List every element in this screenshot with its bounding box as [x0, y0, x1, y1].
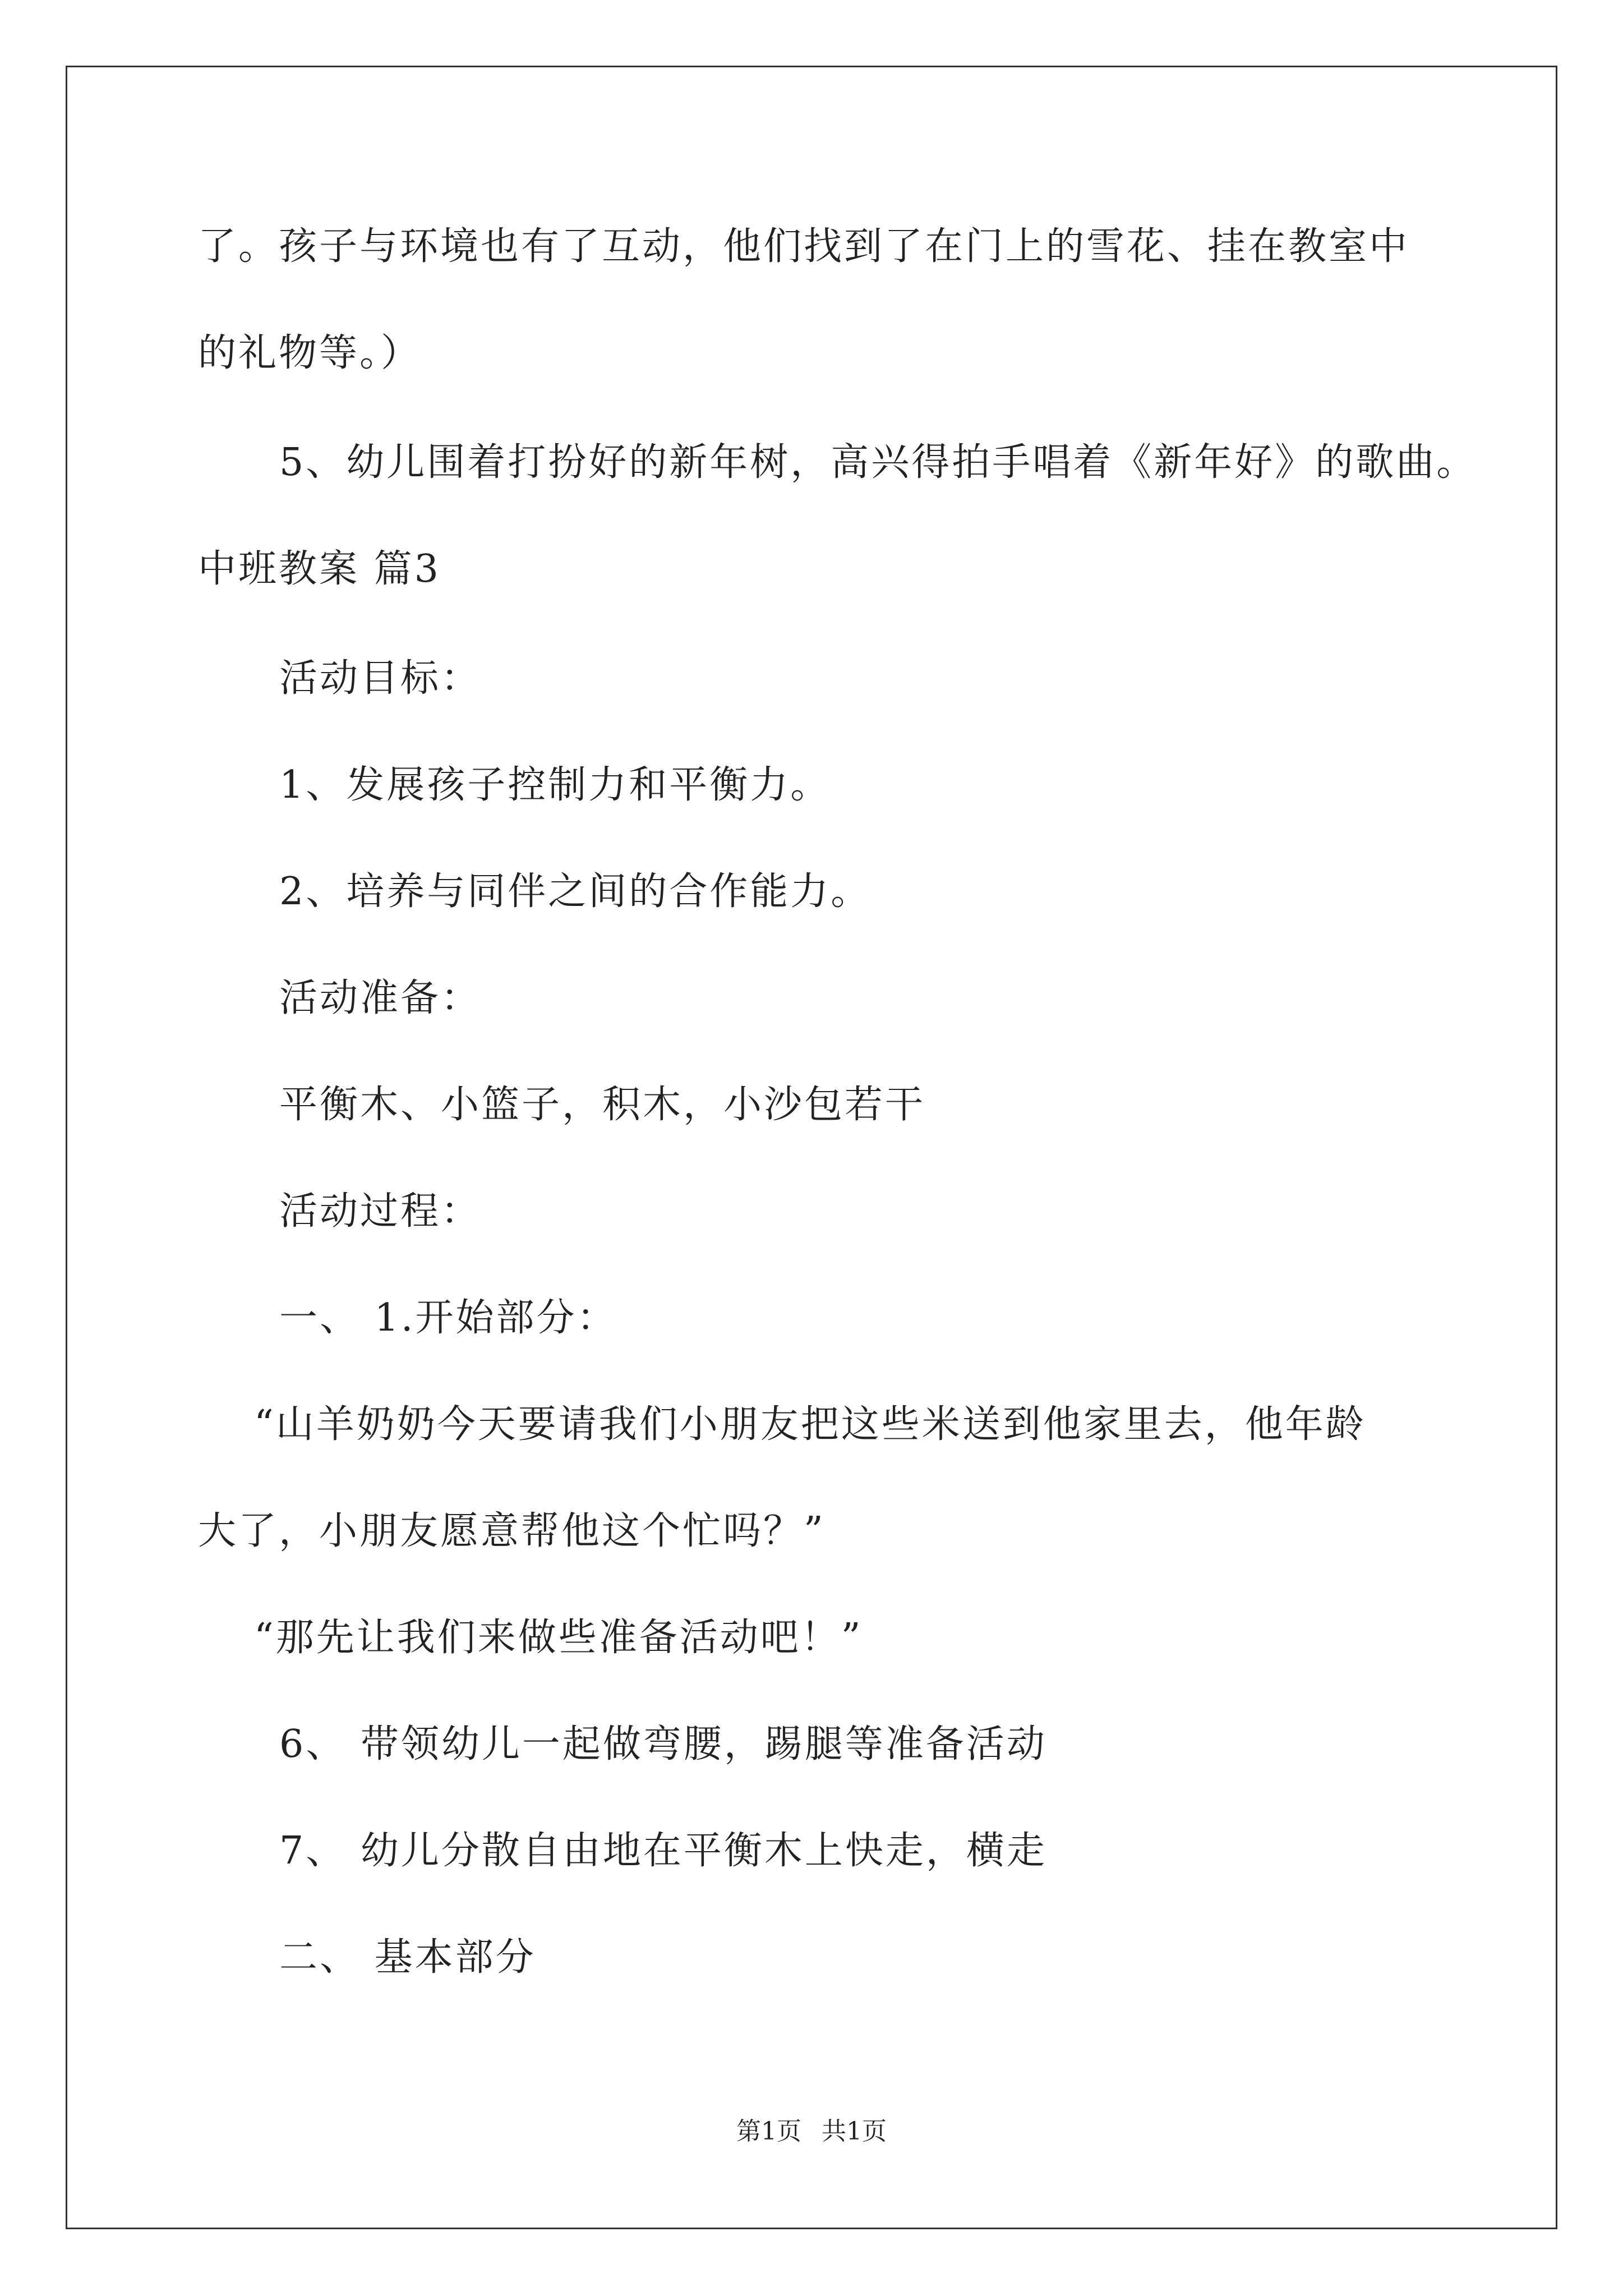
text-line: 了。孩子与环境也有了互动，他们找到了在门上的雪花、挂在教室中 — [198, 224, 1410, 269]
text-line: 2、培养与同伴之间的合作能力。 — [279, 869, 872, 914]
text-line: 7、 幼儿分散自由地在平衡木上快走，横走 — [279, 1829, 1047, 1873]
text-line: 1、发展孩子控制力和平衡力。 — [279, 763, 831, 807]
text-line: 大了，小朋友愿意帮他这个忙吗？” — [198, 1509, 826, 1553]
text-line: 5、幼儿围着打扮好的新年树，高兴得拍手唱着《新年好》的歌曲。 — [279, 440, 1477, 485]
text-line: 的礼物等。） — [198, 331, 422, 375]
text-line: 活动过程： — [279, 1189, 482, 1234]
text-line: “山羊奶奶今天要请我们小朋友把这些米送到他家里去，他年龄 — [254, 1402, 1366, 1447]
page-footer — [0, 2115, 1623, 2148]
text-line: 活动准备： — [279, 976, 482, 1020]
text-line: 活动目标： — [279, 656, 482, 701]
page-number-current: 第1页 — [736, 2117, 801, 2146]
text-line: 一、 1.开始部分： — [279, 1296, 617, 1340]
text-line: 平衡木、小篮子，积木，小沙包若干 — [279, 1083, 926, 1127]
section-heading: 中班教案 篇3 — [198, 547, 441, 591]
page-number-total: 共1页 — [822, 2117, 887, 2146]
text-line: “那先让我们来做些准备活动吧！” — [254, 1616, 863, 1660]
text-line: 6、 带领幼儿一起做弯腰，踢腿等准备活动 — [279, 1722, 1047, 1766]
text-line: 二、 基本部分 — [279, 1935, 536, 1980]
page-frame — [66, 66, 1557, 2229]
